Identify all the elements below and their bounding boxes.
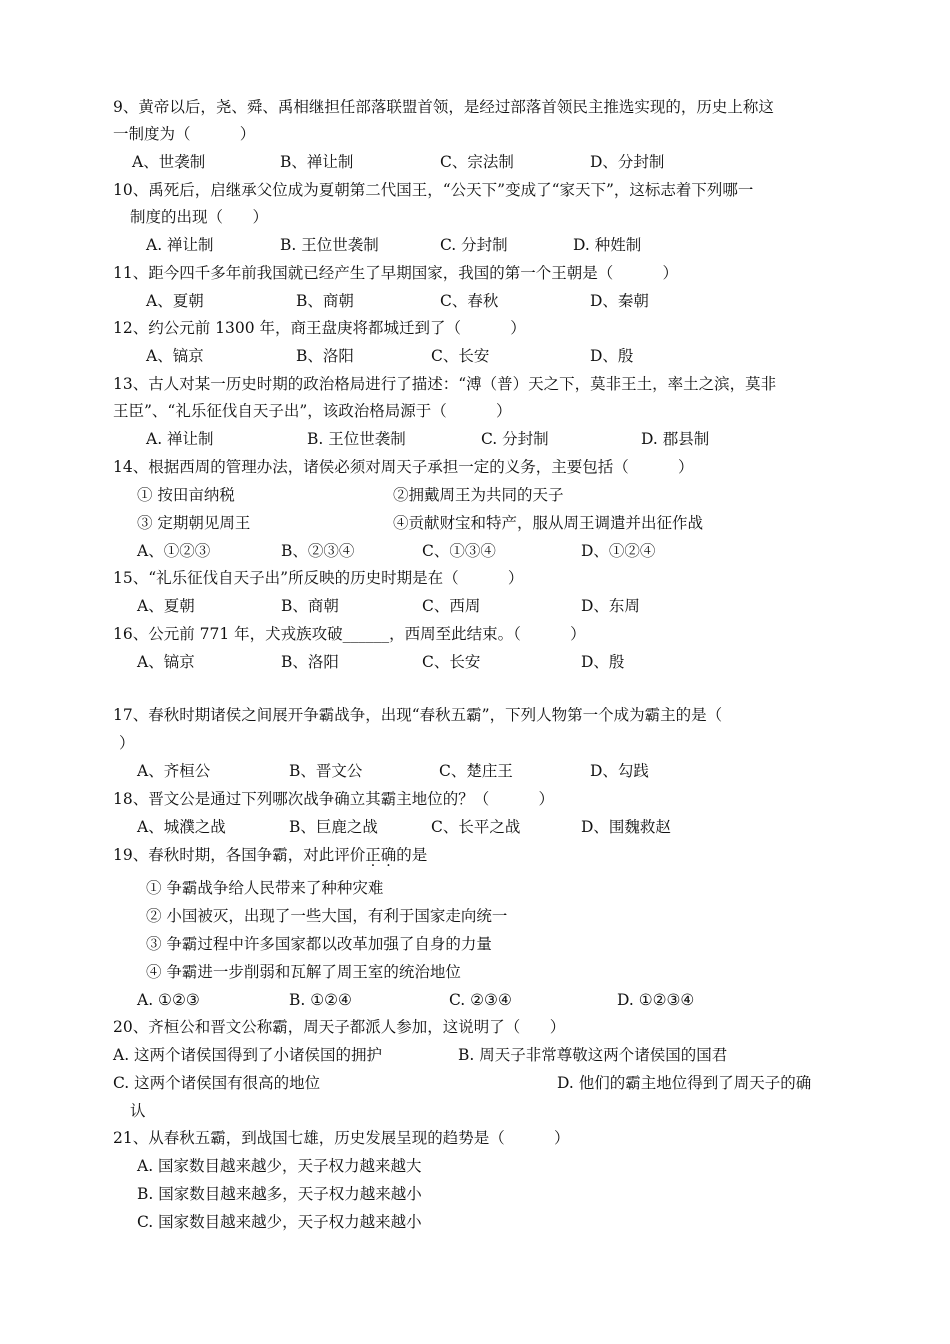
question-14-item-1: ① 按田亩纳税 — [137, 486, 235, 504]
question-14-option-c: C、①③④ — [422, 542, 496, 560]
question-19-stem-text: 19、春秋时期，各国争霸，对此评价 — [113, 846, 366, 864]
question-15-option-a: A、夏朝 — [137, 597, 195, 615]
question-21-option-a: A. 国家数目越来越少，天子权力越来越大 — [137, 1157, 422, 1175]
question-21-option-b: B. 国家数目越来越多，天子权力越来越小 — [137, 1185, 422, 1203]
question-12-option-a: A、镐京 — [146, 347, 204, 365]
question-9-stem: 9、黄帝以后，尧、舜、禹相继担任部落联盟首领，是经过部落首领民主推选实现的，历史上称这 — [113, 98, 774, 116]
question-10-stem-cont: 制度的出现（ ） — [130, 208, 269, 226]
question-9-option-b: B、禅让制 — [280, 153, 354, 171]
question-14-option-d: D、①②④ — [581, 542, 656, 560]
question-20-option-d-cont: 认 — [130, 1102, 146, 1120]
question-19-item-1: ① 争霸战争给人民带来了种种灾难 — [146, 879, 384, 897]
question-13-stem: 13、古人对某一历史时期的政治格局进行了描述：“溥（普）天之下，莫非王土，率土之滨，莫非 — [113, 375, 777, 393]
question-16-stem: 16、公元前 771 年，犬戎族攻破______，西周至此结束。（ ） — [113, 625, 586, 643]
question-16-option-a: A、镐京 — [137, 653, 195, 671]
question-17-option-d: D、勾践 — [590, 762, 649, 780]
question-9-stem-cont: 一制度为（ ） — [113, 125, 256, 143]
question-11-option-d: D、秦朝 — [590, 292, 649, 310]
question-9-option-d: D、分封制 — [590, 153, 665, 171]
question-15-option-d: D、东周 — [581, 597, 640, 615]
question-12-option-c: C、长安 — [431, 347, 490, 365]
question-15-option-b: B、商朝 — [281, 597, 339, 615]
question-19-item-2: ② 小国被灭，出现了一些大国，有利于国家走向统一 — [146, 907, 508, 925]
question-12-option-d: D、殷 — [590, 347, 634, 365]
question-11-option-c: C、春秋 — [440, 292, 499, 310]
question-10-stem: 10、禹死后，启继承父位成为夏朝第二代国王，“公天下”变成了“家天下”，这标志着下列哪一 — [113, 181, 754, 199]
question-17-stem-cont: ） — [119, 734, 135, 752]
question-19-option-b: B. ①②④ — [289, 991, 352, 1009]
question-19-option-d: D. ①②③④ — [617, 991, 695, 1009]
question-19-stem-end: 的是 — [396, 846, 428, 864]
question-13-stem-cont: 王臣”、“礼乐征伐自天子出”，该政治格局源于（ ） — [113, 402, 512, 420]
question-10-option-c: C. 分封制 — [440, 236, 508, 254]
question-20-stem: 20、齐桓公和晋文公称霸，周天子都派人参加，这说明了（ ） — [113, 1018, 566, 1036]
question-10-option-d: D. 种姓制 — [573, 236, 642, 254]
question-9-option-c: C、宗法制 — [440, 153, 514, 171]
question-19-item-3: ③ 争霸过程中许多国家都以改革加强了自身的力量 — [146, 935, 492, 953]
question-19-option-c: C. ②③④ — [449, 991, 512, 1009]
question-21-stem: 21、从春秋五霸，到战国七雄，历史发展呈现的趋势是（ ） — [113, 1129, 570, 1147]
question-19-stem — [113, 848, 427, 864]
question-16-option-c: C、长安 — [422, 653, 481, 671]
question-17-option-b: B、晋文公 — [289, 762, 363, 780]
question-14-option-a: A、①②③ — [137, 542, 211, 560]
question-10-option-b: B. 王位世袭制 — [280, 236, 379, 254]
question-16-option-d: D、殷 — [581, 653, 625, 671]
question-20-option-c: C. 这两个诸侯国有很高的地位 — [113, 1074, 321, 1092]
question-20-option-b: B. 周天子非常尊敬这两个诸侯国的国君 — [458, 1046, 728, 1064]
question-13-option-b: B. 王位世袭制 — [307, 430, 406, 448]
question-18-option-a: A、城濮之战 — [137, 818, 226, 836]
question-20-option-d: D. 他们的霸主地位得到了周天子的确 — [557, 1074, 812, 1092]
question-11-stem: 11、距今四千多年前我国就已经产生了早期国家，我国的第一个王朝是（ ） — [113, 264, 678, 282]
question-18-option-b: B、巨鹿之战 — [289, 818, 378, 836]
question-14-item-3: ③ 定期朝见周王 — [137, 514, 251, 532]
emphasis-dot-char: 正 — [365, 846, 381, 864]
question-14-item-4: ④贡献财宝和特产，服从周王调遣并出征作战 — [393, 514, 704, 532]
question-13-option-d: D. 郡县制 — [641, 430, 710, 448]
emphasis-dot-char: 确 — [380, 846, 397, 864]
question-18-stem: 18、晋文公是通过下列哪次战争确立其霸主地位的？（ ） — [113, 790, 554, 808]
question-11-option-b: B、商朝 — [296, 292, 354, 310]
question-13-option-a: A. 禅让制 — [146, 430, 214, 448]
question-17-option-c: C、楚庄王 — [439, 762, 513, 780]
question-14-item-2: ②拥戴周王为共同的天子 — [393, 486, 564, 504]
question-20-option-a: A. 这两个诸侯国得到了小诸侯国的拥护 — [113, 1046, 383, 1064]
question-16-option-b: B、洛阳 — [281, 653, 339, 671]
question-17-option-a: A、齐桓公 — [137, 762, 211, 780]
question-18-option-d: D、围魏救赵 — [581, 818, 671, 836]
question-19-item-4: ④ 争霸进一步削弱和瓦解了周王室的统治地位 — [146, 963, 461, 981]
question-9-option-a: A、世袭制 — [132, 153, 206, 171]
question-14-option-b: B、②③④ — [281, 542, 355, 560]
question-10-option-a: A. 禅让制 — [146, 236, 214, 254]
question-18-option-c: C、长平之战 — [431, 818, 521, 836]
question-11-option-a: A、夏朝 — [146, 292, 204, 310]
question-15-option-c: C、西周 — [422, 597, 481, 615]
question-15-stem: 15、“礼乐征伐自天子出”所反映的历史时期是在（ ） — [113, 569, 524, 587]
question-12-option-b: B、洛阳 — [296, 347, 354, 365]
question-14-stem: 14、根据西周的管理办法，诸侯必须对周天子承担一定的义务，主要包括（ ） — [113, 458, 694, 476]
question-19-option-a: A. ①②③ — [137, 991, 200, 1009]
question-17-stem: 17、春秋时期诸侯之间展开争霸战争，出现“春秋五霸”，下列人物第一个成为霸主的是（ — [113, 706, 723, 724]
question-12-stem: 12、约公元前 1300 年，商王盘庚将都城迁到了（ ） — [113, 319, 526, 337]
question-21-option-c: C. 国家数目越来越少，天子权力越来越小 — [137, 1213, 422, 1231]
question-13-option-c: C. 分封制 — [481, 430, 549, 448]
